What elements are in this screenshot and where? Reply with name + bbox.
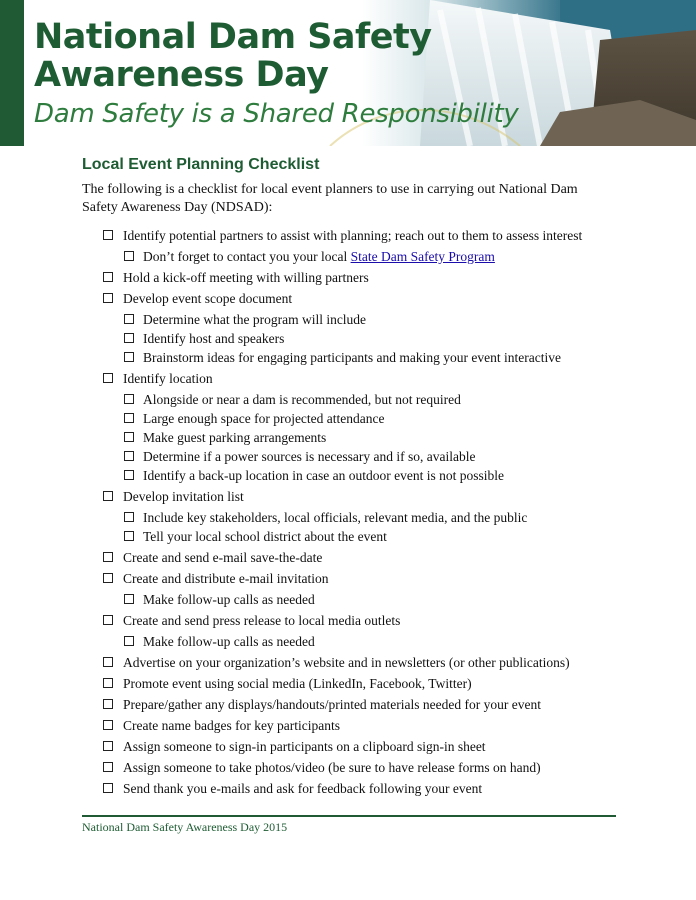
checklist-item-label: Identify potential partners to assist with planning; reach out to them to assess interest	[123, 228, 583, 243]
checkbox-icon[interactable]	[103, 720, 113, 730]
checklist-item-label: Advertise on your organization’s website and in newsletters (or other publications)	[123, 655, 570, 670]
checklist-subitem	[0, 466, 696, 485]
checkbox-icon[interactable]	[124, 432, 134, 442]
checklist-subitem-label: Include key stakeholders, local officials, relevant media, and the public	[143, 510, 528, 525]
header-banner	[0, 0, 696, 146]
checkbox-icon[interactable]	[103, 678, 113, 688]
page-footer: National Dam Safety Awareness Day 2015	[82, 820, 288, 834]
checklist-item	[0, 268, 696, 289]
checklist-item	[0, 569, 696, 590]
checklist-item-label: Create name badges for key participants	[123, 718, 341, 733]
checkbox-icon[interactable]	[124, 251, 134, 261]
checklist-subitem	[0, 348, 696, 367]
checklist-item	[0, 487, 696, 508]
checklist-subitem-label: Make guest parking arrangements	[143, 430, 327, 445]
checklist-item	[0, 779, 696, 800]
checklist-subitem-label: Tell your local school district about the event	[143, 529, 387, 544]
checkbox-icon[interactable]	[103, 552, 113, 562]
checklist-subitem-label: Alongside or near a dam is recommended, but not required	[143, 392, 461, 407]
checklist-item	[0, 674, 696, 695]
checklist-subitem-label: Brainstorm ideas for engaging participants and making your event interactive	[143, 350, 561, 365]
event-checklist	[0, 226, 696, 800]
checkbox-icon[interactable]	[124, 394, 134, 404]
subitem-prefix: Don’t forget to contact you your local	[143, 249, 351, 264]
banner-tagline: Dam Safety is a Shared Responsibility	[34, 99, 519, 129]
checklist-item-label: Create and distribute e-mail invitation	[123, 571, 329, 586]
footer-divider	[82, 815, 616, 817]
checkbox-icon[interactable]	[124, 352, 134, 362]
checkbox-icon[interactable]	[103, 373, 113, 383]
checkbox-icon[interactable]	[124, 531, 134, 541]
state-dam-safety-program-link[interactable]: State Dam Safety Program	[350, 249, 495, 264]
banner-title-line1: National Dam Safety	[34, 17, 432, 57]
checklist-item	[0, 611, 696, 632]
checklist-item	[0, 653, 696, 674]
checklist-item	[0, 289, 696, 310]
checkbox-icon[interactable]	[103, 783, 113, 793]
banner-accent-bar	[0, 0, 24, 146]
intro-paragraph: The following is a checklist for local event planners to use in carrying out National Dam Safety Awareness Day (NDSAD):	[82, 182, 578, 215]
checklist-item-label: Prepare/gather any displays/handouts/printed materials needed for your event	[123, 697, 541, 712]
checkbox-icon[interactable]	[124, 333, 134, 343]
checklist-item	[0, 716, 696, 737]
checklist-subitem	[0, 508, 696, 527]
checklist-subitem-label: Determine if a power sources is necessary and if so, available	[143, 449, 476, 464]
checklist-item	[0, 758, 696, 779]
checkbox-icon[interactable]	[124, 451, 134, 461]
checklist-item	[0, 226, 696, 247]
checklist-item-label: Create and send e-mail save-the-date	[123, 550, 323, 565]
checklist-subitem-label: Large enough space for projected attendance	[143, 411, 385, 426]
checkbox-icon[interactable]	[103, 293, 113, 303]
checklist-item-label: Develop invitation list	[123, 489, 244, 504]
checkbox-icon[interactable]	[103, 491, 113, 501]
checklist-subitem	[0, 428, 696, 447]
checklist-item-label: Develop event scope document	[123, 291, 293, 306]
checklist-item-label: Create and send press release to local media outlets	[123, 613, 401, 628]
checkbox-icon[interactable]	[124, 470, 134, 480]
checklist-subitem-label: Make follow-up calls as needed	[143, 634, 315, 649]
checkbox-icon[interactable]	[103, 741, 113, 751]
checkbox-icon[interactable]	[103, 657, 113, 667]
checklist-item-label: Assign someone to take photos/video (be sure to have release forms on hand)	[123, 760, 541, 775]
checkbox-icon[interactable]	[124, 413, 134, 423]
checkbox-icon[interactable]	[103, 272, 113, 282]
checklist-subitem	[0, 409, 696, 428]
checklist-item-label: Identify location	[123, 371, 213, 386]
checklist-subitem-label: Make follow-up calls as needed	[143, 592, 315, 607]
checkbox-icon[interactable]	[124, 314, 134, 324]
section-heading: Local Event Planning Checklist	[82, 156, 320, 173]
checklist-subitem	[0, 390, 696, 409]
checkbox-icon[interactable]	[103, 699, 113, 709]
checklist-item	[0, 369, 696, 390]
checklist-subitem	[0, 527, 696, 546]
checklist-item-label: Hold a kick-off meeting with willing partners	[123, 270, 369, 285]
checklist-subitem	[0, 447, 696, 466]
checkbox-icon[interactable]	[124, 594, 134, 604]
checklist-item-label: Promote event using social media (LinkedIn, Facebook, Twitter)	[123, 676, 472, 691]
checklist-subitem	[0, 329, 696, 348]
checklist-subitem-label: Determine what the program will include	[143, 312, 367, 327]
checklist-subitem-label: Identify a back-up location in case an outdoor event is not possible	[143, 468, 505, 483]
checkbox-icon[interactable]	[124, 512, 134, 522]
checklist-subitem-label: Identify host and speakers	[143, 331, 285, 346]
banner-title-line2: Awareness Day	[34, 55, 329, 95]
checklist-item	[0, 548, 696, 569]
checkbox-icon[interactable]	[103, 230, 113, 240]
checklist-subitem-label	[143, 247, 495, 266]
checkbox-icon[interactable]	[103, 573, 113, 583]
checklist-item	[0, 737, 696, 758]
checkbox-icon[interactable]	[103, 615, 113, 625]
checklist-subitem	[0, 310, 696, 329]
checklist-item-label: Send thank you e-mails and ask for feedback following your event	[123, 781, 483, 796]
checklist-subitem	[0, 632, 696, 651]
checklist-subitem	[0, 590, 696, 609]
checklist-subitem	[0, 247, 696, 266]
checklist-item	[0, 695, 696, 716]
checkbox-icon[interactable]	[124, 636, 134, 646]
checkbox-icon[interactable]	[103, 762, 113, 772]
checklist-item-label: Assign someone to sign-in participants on a clipboard sign-in sheet	[123, 739, 486, 754]
